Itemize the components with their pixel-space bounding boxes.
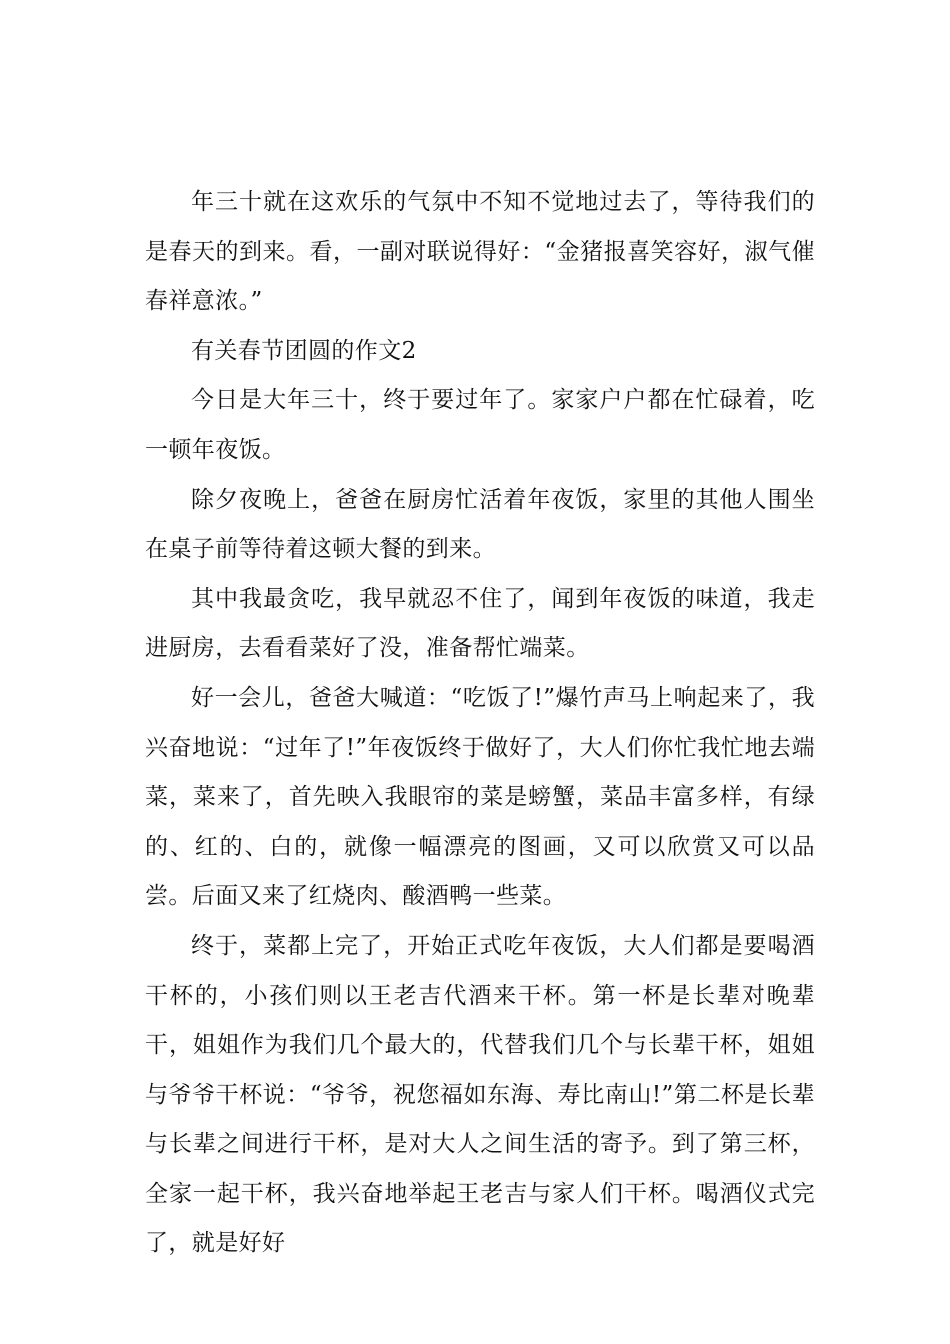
paragraph-toasts: 终于，菜都上完了，开始正式吃年夜饭，大人们都是要喝酒干杯的，小孩们则以王老吉代酒来干杯。第一杯是长辈对晚辈干，姐姐作为我们几个最大的，代替我们几个与长辈干杯，姐姐与爷爷干杯说：“爷爷，祝您福如东海、寿比南山!”第二杯是长辈与长辈之间进行干杯，是对大人之间生活的寄予。到了第三杯，全家一起干杯，我兴奋地举起王老吉与家人们干杯。喝酒仪式完了，就是好好	[145, 932, 815, 1257]
paragraph-dishes: 好一会儿，爸爸大喊道：“吃饭了!”爆竹声马上响起来了，我兴奋地说：“过年了!”年夜饭终于做好了，大人们你忙我忙地去端菜，菜来了，首先映入我眼帘的菜是螃蟹，菜品丰富多样，有绿的、红的、白的，就像一幅漂亮的图画，又可以欣赏又可以品尝。后面又来了红烧肉、酸酒鸭一些菜。	[145, 684, 815, 910]
paragraph-new-year-eve: 今日是大年三十，终于要过年了。家家户户都在忙碌着，吃一顿年夜饭。	[145, 387, 815, 463]
paragraph-closing-couplet: 年三十就在这欢乐的气氛中不知不觉地过去了，等待我们的是春天的到来。看，一副对联说得好：“金猪报喜笑容好，淑气催春祥意浓。”	[145, 189, 815, 315]
essay-body	[145, 178, 815, 1269]
essay-heading: 有关春节团圆的作文2	[191, 337, 417, 364]
paragraph-kitchen: 其中我最贪吃，我早就忍不住了，闻到年夜饭的味道，我走进厨房，去看看菜好了没，准备帮忙端菜。	[145, 585, 815, 662]
paragraph-dad-cooking: 除夕夜晚上，爸爸在厨房忙活着年夜饭，家里的其他人围坐在桌子前等待着这顿大餐的到来。	[145, 486, 815, 563]
